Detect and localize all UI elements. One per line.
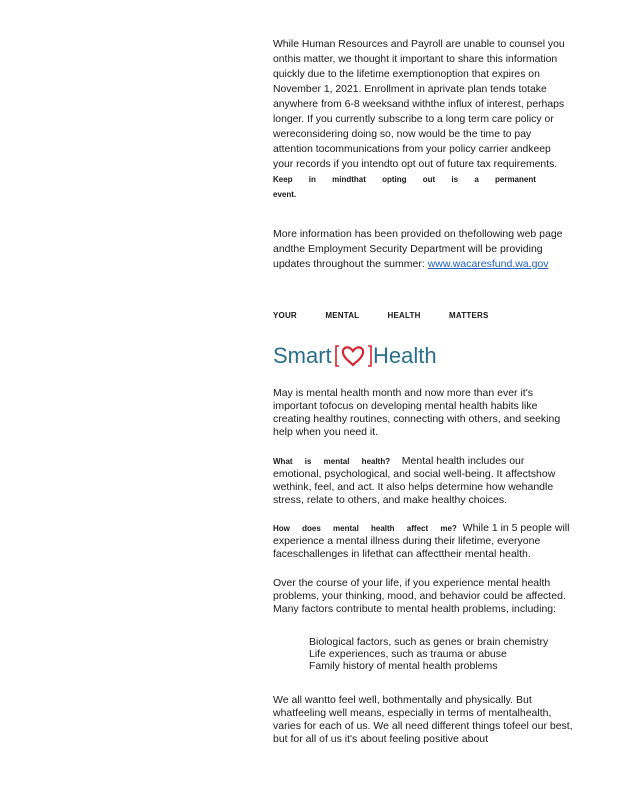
what-is-mental-health-paragraph — [273, 455, 573, 507]
wacaresfund-link[interactable]: www.wacaresfund.wa.gov — [427, 258, 549, 270]
heart-icon — [343, 347, 363, 365]
mental-health-month-paragraph — [273, 387, 573, 439]
section-heading — [273, 305, 573, 323]
permanent-event-note: Keep in mindthat opting out is a permanent event. — [273, 175, 536, 199]
mental-health-heading: YOUR MENTAL HEALTH MATTERS — [273, 311, 489, 320]
how-does-it-affect-text: While 1 in 5 people will experience a mental illness during their lifetime, everyone faceschallenges in lifethat can affecttheir mental health. — [273, 522, 570, 560]
more-info-text: More information has been provided on thefollowing web page andthe Employment Security Department will be providing updates throughout the summer: — [273, 228, 563, 270]
hr-notice-text: While Human Resources and Payroll are unable to counsel you onthis matter, we thought it important to share this information quickly due to the lifetime exemptionoption that expires on November 1, 2021. Enrollment in aprivate plan tends totake anywhere from 6-8 weeksand withthe influx of interest, perhaps longer. If you currently subscribe to a long term care policy or wereconsidering doing so, now would be the time to pay attention tocommunications from your policy carrier andkeep your records if you intendto opt out of future tax requirements. — [273, 39, 565, 170]
list-item: Biological factors, such as genes or brain chemistry — [309, 636, 549, 648]
smart-health-logo — [273, 340, 453, 370]
how-does-it-affect-heading: How does mental health affect me? — [273, 524, 457, 533]
logo-left-bracket — [336, 346, 339, 366]
logo-smart-text: Smart — [273, 343, 332, 368]
logo-health-text: Health — [373, 343, 437, 368]
more-info-paragraph — [273, 227, 573, 272]
feel-well-text: We all wantto feel well, bothmentally and physically. But whatfeeling well means, especially in terms of mentalhealth, varies for each of us. We all need different things tofeel our best, but for all of us it's about feeling positive about — [273, 694, 573, 745]
hr-notice-paragraph — [273, 37, 573, 202]
what-is-mental-health-text: Mental health includes our emotional, psychological, and social well-being. It affectshow wethink, feel, and act. It also helps determine how wehandle stress, relate to others, and make healthy choices. — [273, 455, 556, 506]
factors-text: Over the course of your life, if you experience mental health problems, your thinking, mood, and behavior could be affected. Many factors contribute to mental health problems, including: — [273, 577, 566, 615]
list-item: Life experiences, such as trauma or abuse — [309, 648, 507, 660]
what-is-mental-health-heading: What is mental health? — [273, 457, 391, 466]
factors-paragraph — [273, 577, 573, 616]
list-item: Family history of mental health problems — [309, 660, 498, 672]
mental-health-month-text: May is mental health month and now more than ever it's important tofocus on developing mental health habits like creating healthy routines, connecting with others, and seeking help when you need it. — [273, 387, 561, 438]
logo-right-bracket — [368, 346, 371, 366]
feel-well-paragraph — [273, 694, 573, 746]
factors-list — [273, 636, 573, 672]
how-does-it-affect-paragraph — [273, 522, 573, 561]
